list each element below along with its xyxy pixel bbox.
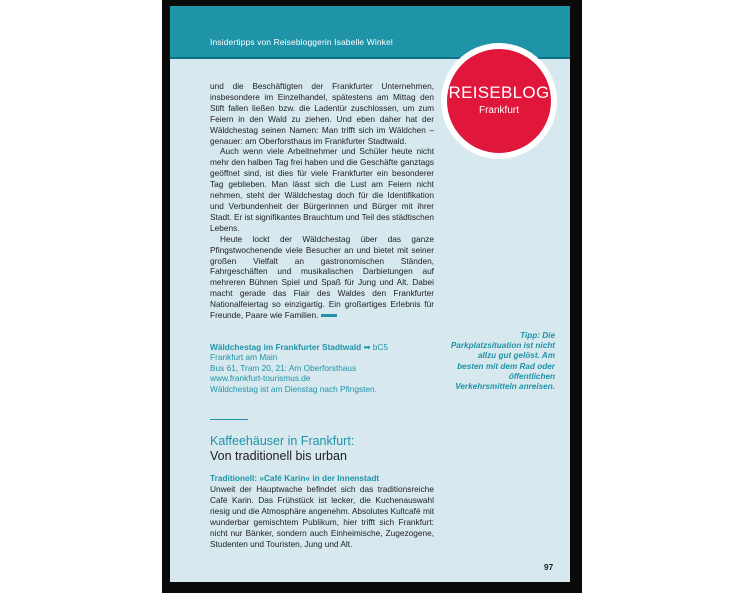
map-reference: ➡ bC5 [363, 342, 389, 352]
section-subtitle: Von traditionell bis urban [210, 449, 347, 463]
info-box [210, 342, 434, 394]
book-page [170, 6, 570, 582]
info-transit: Bus 61, Tram 20, 21: Am Oberforsthaus [210, 362, 357, 373]
info-address: Frankfurt am Main [210, 352, 278, 363]
article-paragraph-3-text: Heute lockt der Wäldchestag über das ganze Pfingstwochenende viele Besucher an und bietet mit seiner großen Vielfalt an gastronomischen Ständen, Fahrgeschäften und musikalischen Darbietungen auf mehreren Bühnen Spiel und Spaß für Jung und Alt. Dabei macht gerade das Flair des Waldes den Frankfurter Nationalfeiertag so einzigartig. Ein großartiges Erlebnis für Freunde, Paare wie Familien. [210, 233, 434, 321]
info-date: Wäldchestag ist am Dienstag nach Pfingsten. [210, 383, 377, 394]
end-marker [321, 314, 337, 317]
article-paragraph-3 [210, 234, 434, 321]
article-body [210, 81, 434, 321]
reiseblog-badge [447, 49, 551, 153]
cafe-subheading: Traditionell: »Café Karin« in der Innenstadt [210, 473, 380, 483]
badge-subtitle: Frankfurt [478, 105, 519, 116]
running-header: Insidertipps von Reisebloggerin Isabelle Winkel [210, 37, 393, 47]
cafe-body: Unweit der Hauptwache befindet sich das traditionsreiche Café Karin. Das Frühstück ist lecker, die Kuchenauswahl riesig und die Atmosphäre angenehm. Absolutes Kultcafé mit wunderbar gemischtem Publikum, hier trifft sich Frankfurt: nicht nur Bänker, sondern auch Einheimische, Zugezogene, Studenten und Touristen, Jung und Alt. [210, 484, 434, 549]
info-title: Wäldchestag im Frankfurter Stadtwald [210, 342, 362, 352]
page-number: 97 [544, 562, 554, 572]
section-title: Kaffeehäuser in Frankfurt: [210, 434, 355, 448]
tip-sidebar: Tipp: Die Parkplatzsituation ist nicht allzu gut gelöst. Am besten mit dem Rad oder öffentlichen Verkehrsmitteln anreisen. [450, 331, 555, 392]
badge-title: REISEBLOG [448, 83, 550, 102]
article-paragraph-1: und die Beschäftigten der Frankfurter Unternehmen, insbesondere im Einzelhandel, spätestens am Mittag den Stift fallen ließen bzw. die Ladentür zuschlossen, um zum Feiern in den Wald zu ziehen. Und eben daher hat der Wäldchestag seinen Namen: Man trifft sich im Wäldchen – genauer: am Oberforsthaus im Frankfurter Stadtwald. [210, 81, 434, 146]
info-website: www.frankfurt-tourismus.de [210, 373, 311, 384]
section-divider [210, 419, 248, 420]
article-paragraph-2: Auch wenn viele Arbeitnehmer und Schüler heute nicht mehr den halben Tag frei haben und die Geschäfte ganztags geöffnet sind, ist dies für viele Frankfurter ein besonderer Tag geblieben. Man lässt sich die Lust am Feiern nicht nehmen, steht der Wäldchestag doch für die Identifikation und Verbundenheit der Bürgerinnen und Bürger mit ihrer Stadt. Er ist signifikantes Brauchtum und Teil des städtischen Lebens. [210, 146, 434, 233]
